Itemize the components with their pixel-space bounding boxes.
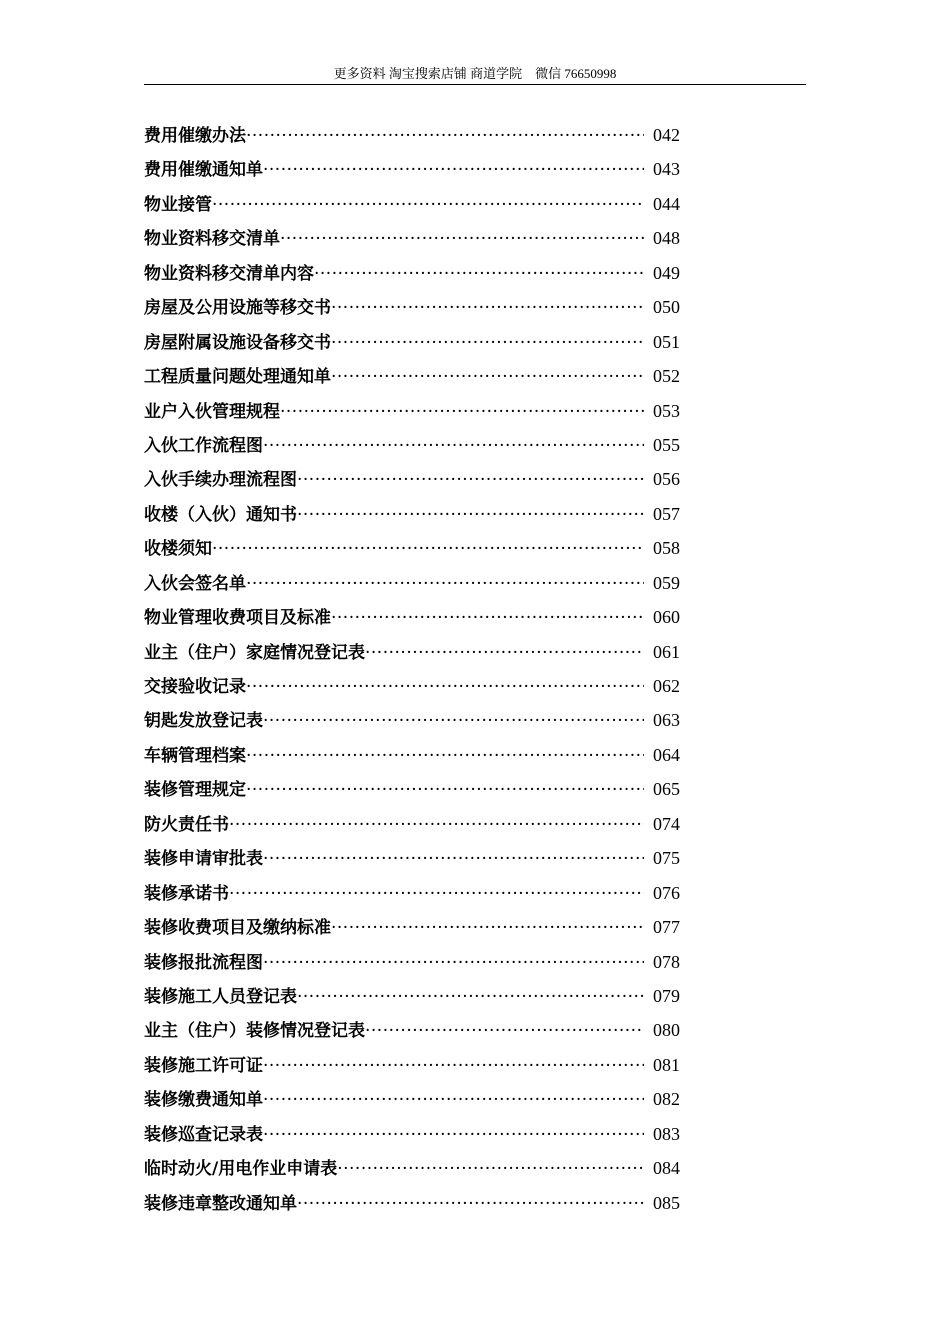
toc-entry-title: 业主（住户）家庭情况登记表 xyxy=(144,642,365,663)
toc-entry-page-number: 056 xyxy=(653,469,680,490)
toc-dot-leader xyxy=(365,1014,644,1047)
toc-dot-leader xyxy=(331,911,644,944)
toc-dot-leader xyxy=(263,429,644,462)
toc-dot-leader xyxy=(263,1118,644,1151)
toc-dot-leader xyxy=(331,360,644,393)
toc-entry xyxy=(144,876,680,910)
toc-entry xyxy=(144,462,680,496)
toc-dot-leader xyxy=(212,532,644,565)
toc-dot-leader xyxy=(297,463,644,496)
toc-entry-title: 物业管理收费项目及标准 xyxy=(144,608,331,629)
toc-entry xyxy=(144,118,680,152)
toc-entry-title: 装修报批流程图 xyxy=(144,952,263,973)
toc-entry-title: 临时动火/用电作业申请表 xyxy=(144,1159,338,1180)
toc-entry-title: 工程质量问题处理通知单 xyxy=(144,367,331,388)
toc-dot-leader xyxy=(246,119,644,152)
toc-entry-page-number: 074 xyxy=(653,813,680,834)
toc-entry-title: 入伙手续办理流程图 xyxy=(144,470,297,491)
toc-entry-page-number: 084 xyxy=(653,1158,680,1179)
toc-dot-leader xyxy=(212,188,644,221)
toc-entry xyxy=(144,256,680,290)
toc-entry-page-number: 043 xyxy=(653,159,680,180)
toc-entry-title: 物业接管 xyxy=(144,194,212,215)
toc-dot-leader xyxy=(297,498,644,531)
toc-dot-leader xyxy=(246,567,644,600)
toc-entry-page-number: 059 xyxy=(653,572,680,593)
toc-dot-leader xyxy=(263,946,644,979)
toc-entry-title: 装修收费项目及缴纳标准 xyxy=(144,918,331,939)
toc-entry-title: 装修申请审批表 xyxy=(144,849,263,870)
toc-entry xyxy=(144,1082,680,1116)
toc-entry-title: 装修施工许可证 xyxy=(144,1055,263,1076)
toc-entry-page-number: 083 xyxy=(653,1123,680,1144)
toc-entry-page-number: 048 xyxy=(653,228,680,249)
toc-entry xyxy=(144,566,680,600)
toc-entry xyxy=(144,290,680,324)
toc-entry-page-number: 082 xyxy=(653,1089,680,1110)
toc-entry xyxy=(144,187,680,221)
toc-dot-leader xyxy=(263,153,644,186)
toc-entry-title: 业主（住户）装修情况登记表 xyxy=(144,1021,365,1042)
toc-entry xyxy=(144,669,680,703)
toc-entry xyxy=(144,221,680,255)
toc-entry-title: 装修管理规定 xyxy=(144,780,246,801)
toc-entry-page-number: 058 xyxy=(653,538,680,559)
toc-dot-leader xyxy=(263,704,644,737)
toc-entry-page-number: 062 xyxy=(653,676,680,696)
toc-entry-title: 收楼（入伙）通知书 xyxy=(144,504,297,525)
toc-entry-page-number: 080 xyxy=(653,1020,680,1041)
toc-entry-title: 装修施工人员登记表 xyxy=(144,986,297,1007)
toc-dot-leader xyxy=(337,1152,644,1185)
toc-dot-leader xyxy=(280,222,644,255)
toc-entry-title: 车辆管理档案 xyxy=(144,745,246,766)
toc-entry xyxy=(144,979,680,1013)
toc-entry xyxy=(144,1151,680,1185)
toc-entry xyxy=(144,945,680,979)
toc-dot-leader xyxy=(246,670,644,703)
toc-entry xyxy=(144,738,680,772)
toc-entry-page-number: 051 xyxy=(653,331,680,352)
toc-entry-page-number: 065 xyxy=(653,779,680,800)
toc-dot-leader xyxy=(331,601,644,634)
toc-entry-title: 收楼须知 xyxy=(144,539,212,560)
toc-entry-title: 费用催缴通知单 xyxy=(144,160,263,181)
toc-entry-title: 防火责任书 xyxy=(144,814,229,835)
toc-dot-leader xyxy=(280,395,644,428)
toc-dot-leader xyxy=(246,773,644,806)
toc-entry-page-number: 049 xyxy=(653,262,680,283)
toc-entry xyxy=(144,325,680,359)
toc-entry xyxy=(144,1013,680,1047)
toc-entry xyxy=(144,772,680,806)
table-of-contents xyxy=(144,118,680,1220)
toc-entry xyxy=(144,394,680,428)
toc-entry-title: 入伙会签名单 xyxy=(144,573,246,594)
toc-entry-title: 交接验收记录 xyxy=(144,677,246,697)
toc-dot-leader xyxy=(331,326,644,359)
toc-entry-page-number: 061 xyxy=(653,641,680,662)
toc-entry xyxy=(144,1048,680,1082)
page-header: 更多资料 淘宝搜索店铺 商道学院 微信 76650998 xyxy=(144,64,806,85)
toc-entry-title: 入伙工作流程图 xyxy=(144,435,263,456)
toc-entry xyxy=(144,910,680,944)
toc-entry-title: 房屋及公用设施等移交书 xyxy=(144,298,331,319)
toc-entry-title: 装修承诺书 xyxy=(144,883,229,904)
toc-entry xyxy=(144,1186,680,1220)
toc-entry xyxy=(144,531,680,565)
toc-dot-leader xyxy=(331,291,644,324)
toc-entry xyxy=(144,497,680,531)
toc-entry xyxy=(144,807,680,841)
toc-entry-title: 装修违章整改通知单 xyxy=(144,1193,297,1214)
toc-entry-title: 物业资料移交清单内容 xyxy=(144,263,314,284)
toc-entry-page-number: 075 xyxy=(653,848,680,869)
toc-entry-title: 业户入伙管理规程 xyxy=(144,401,280,422)
toc-dot-leader xyxy=(229,877,644,910)
toc-entry-title: 装修巡查记录表 xyxy=(144,1124,263,1145)
toc-dot-leader xyxy=(297,980,644,1013)
toc-entry-page-number: 053 xyxy=(653,400,680,421)
toc-entry-page-number: 055 xyxy=(653,434,680,455)
toc-entry-page-number: 060 xyxy=(653,607,680,628)
toc-entry xyxy=(144,428,680,462)
toc-entry-page-number: 085 xyxy=(653,1192,680,1213)
toc-entry-title: 装修缴费通知单 xyxy=(144,1090,263,1111)
toc-entry xyxy=(144,359,680,393)
toc-entry-title: 物业资料移交清单 xyxy=(144,229,280,250)
toc-dot-leader xyxy=(314,257,644,290)
toc-entry-page-number: 063 xyxy=(653,710,680,731)
toc-entry xyxy=(144,841,680,875)
toc-entry xyxy=(144,152,680,186)
toc-dot-leader xyxy=(229,808,644,841)
toc-entry-page-number: 077 xyxy=(653,917,680,938)
toc-entry-title: 费用催缴办法 xyxy=(144,126,246,146)
toc-entry xyxy=(144,703,680,737)
toc-dot-leader xyxy=(263,1083,644,1116)
toc-entry-page-number: 064 xyxy=(653,744,680,765)
toc-entry-title: 钥匙发放登记表 xyxy=(144,711,263,732)
toc-entry-title: 房屋附属设施设备移交书 xyxy=(144,332,331,353)
toc-entry-page-number: 076 xyxy=(653,882,680,903)
toc-entry-page-number: 042 xyxy=(653,125,680,145)
toc-entry-page-number: 050 xyxy=(653,297,680,318)
toc-entry xyxy=(144,600,680,634)
toc-entry-page-number: 052 xyxy=(653,366,680,387)
toc-entry-page-number: 079 xyxy=(653,985,680,1006)
toc-entry-page-number: 044 xyxy=(653,193,680,214)
toc-entry xyxy=(144,1117,680,1151)
toc-dot-leader xyxy=(297,1187,644,1220)
toc-entry-page-number: 078 xyxy=(653,951,680,972)
toc-dot-leader xyxy=(246,739,644,772)
toc-entry xyxy=(144,635,680,669)
toc-entry-page-number: 057 xyxy=(653,503,680,524)
toc-dot-leader xyxy=(263,1049,644,1082)
toc-entry-page-number: 081 xyxy=(653,1054,680,1075)
toc-dot-leader xyxy=(263,842,644,875)
toc-dot-leader xyxy=(365,636,644,669)
